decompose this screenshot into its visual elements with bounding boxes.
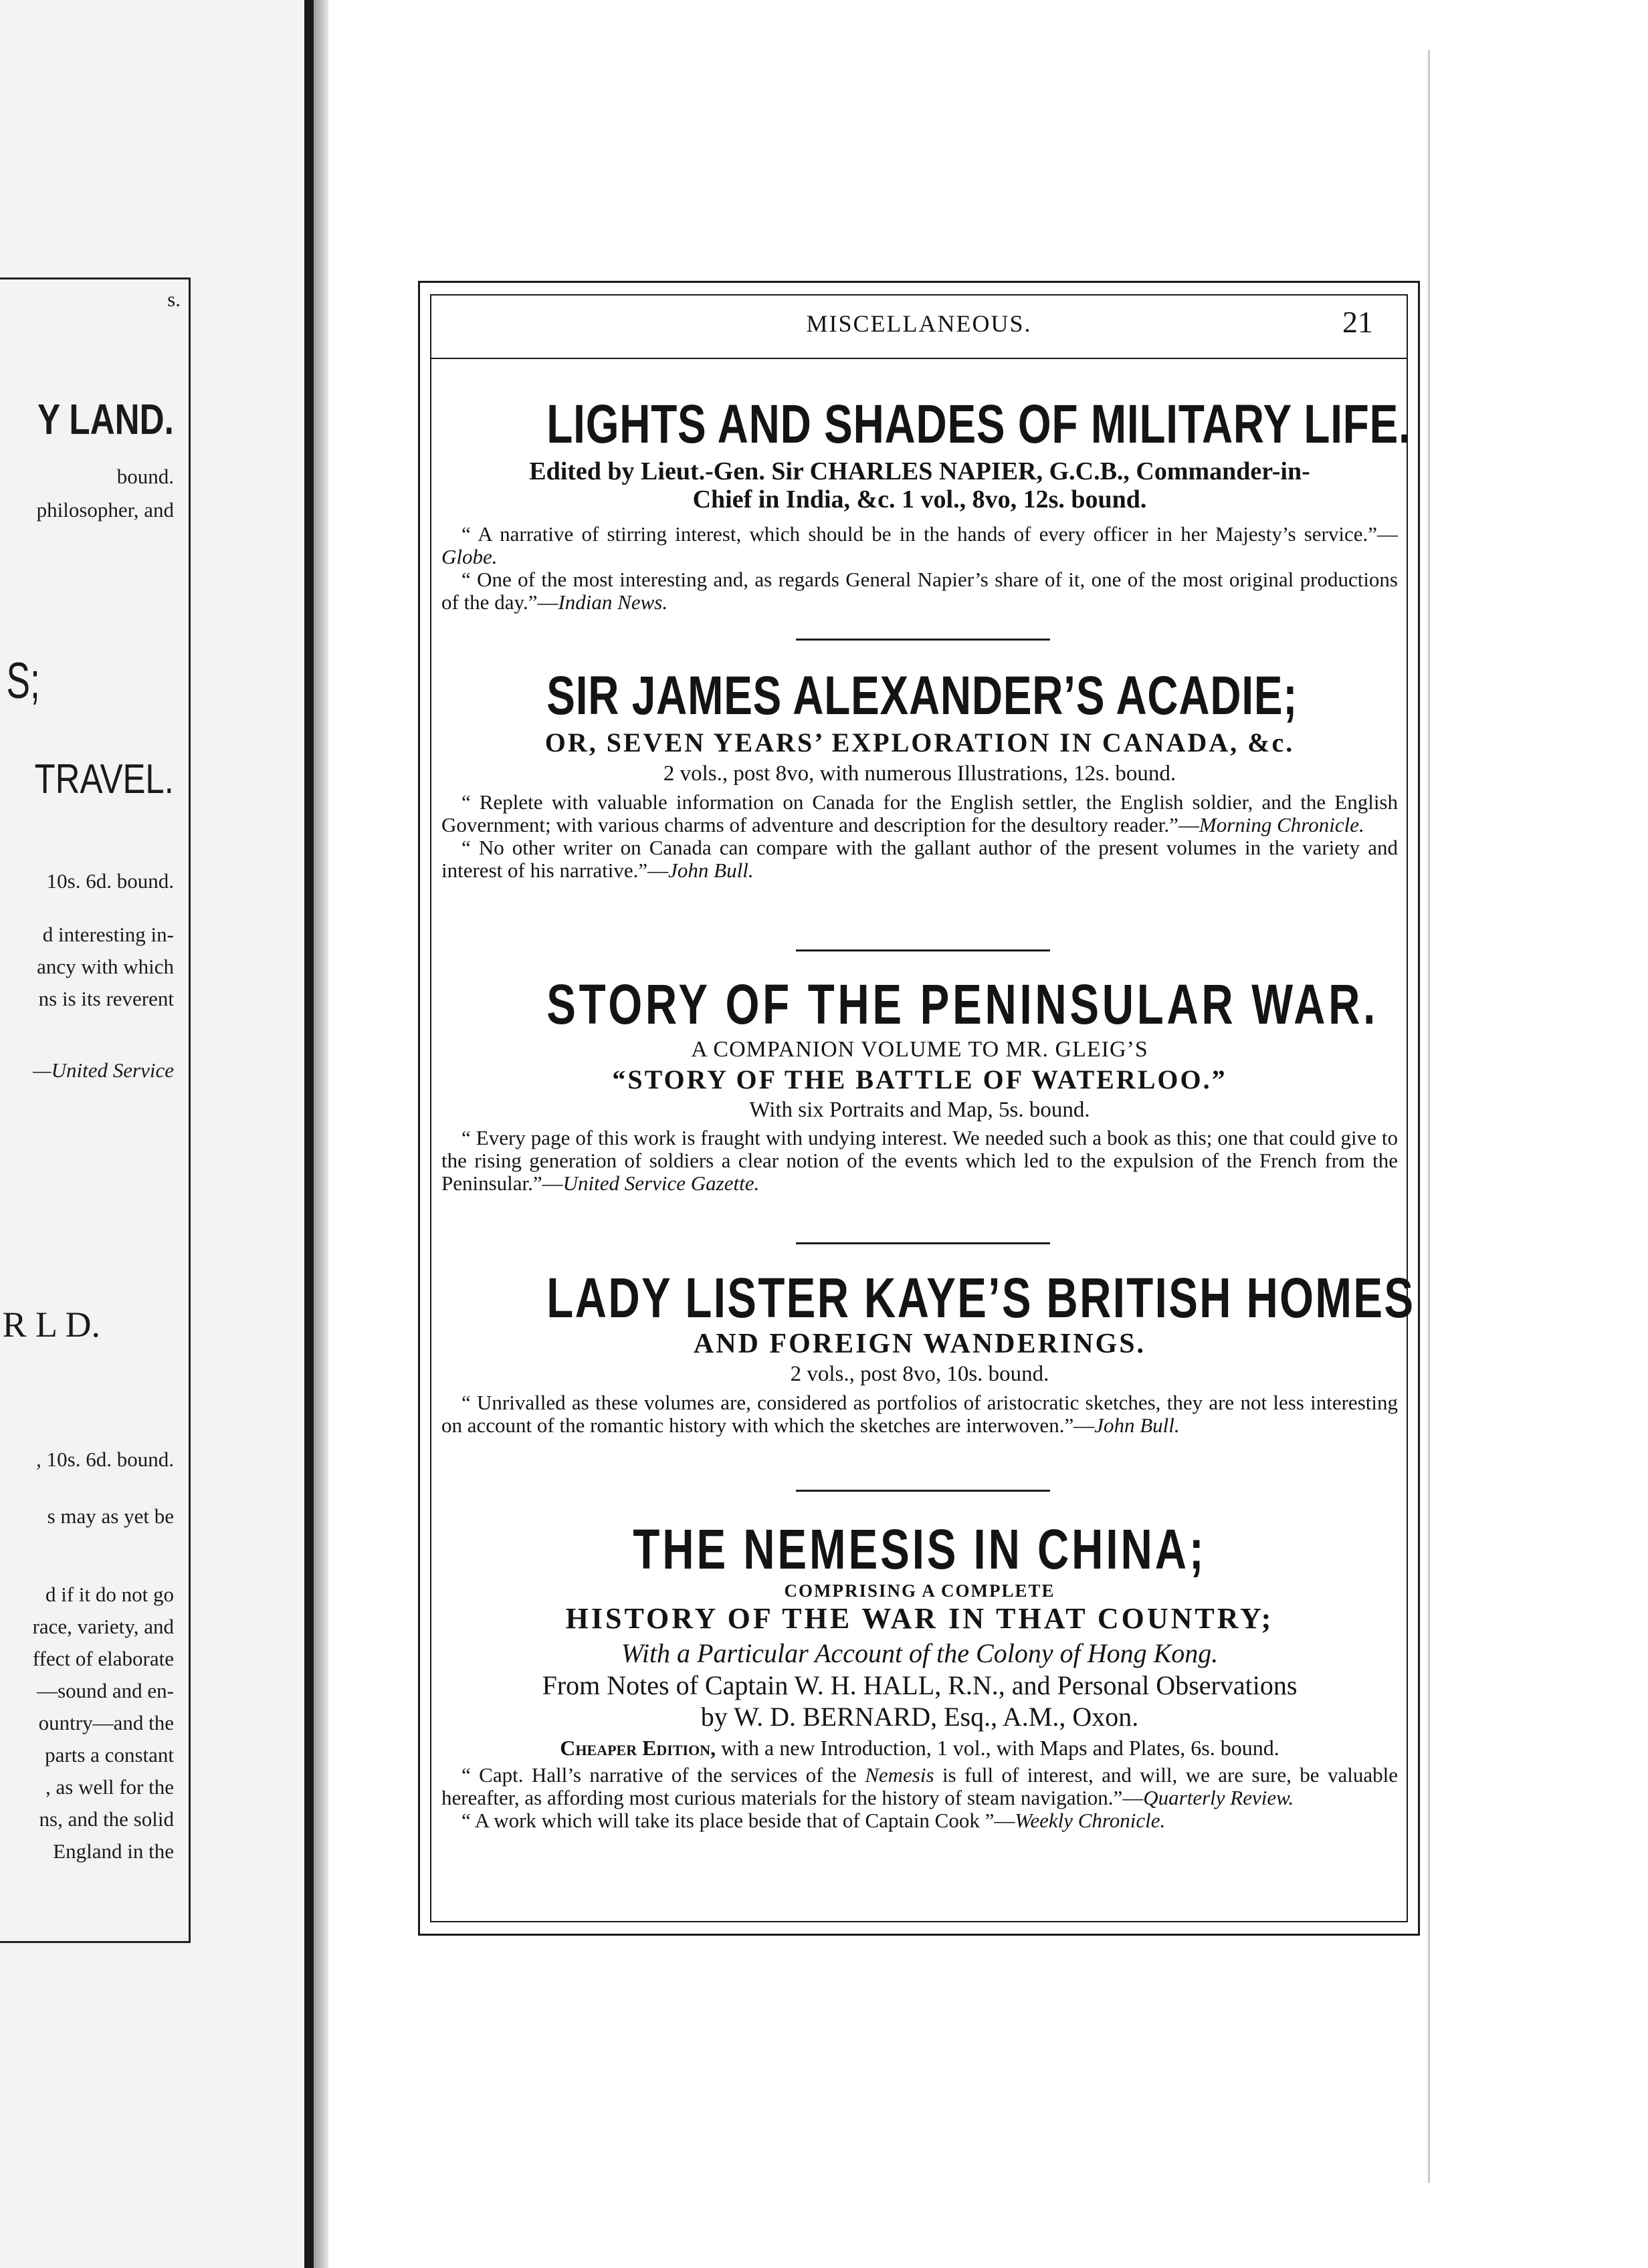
review-quote: “ Unrivalled as these volumes are, considered as portfolios of aristocratic sketches, they are not less interesting on account of the romantic history with which the sketches are interwoven.”—John Bull. [441,1391,1398,1437]
book-gutter-shadow [314,0,328,2268]
running-header [431,304,1407,358]
left-line: ns, and the solid [39,1807,174,1831]
left-line: S; [6,653,40,709]
review-source: United Service Gazette. [562,1171,760,1195]
ad-british-homes [441,1266,1415,1437]
ad-reviews [441,1391,1398,1437]
ad-edition: Cheaper Edition, with a new Introduction, 1 vol., with Maps and Plates, 6s. bound. [560,1736,1279,1760]
left-line: parts a constant [45,1743,174,1767]
ad-details: With six Portraits and Map, 5s. bound. [749,1098,1090,1122]
ship-name: Nemesis [865,1763,934,1787]
review-quote: “ Replete with valuable information on Canada for the English settler, the English soldier, and the English Government; with various charms of adventure and description for the desultory reader.”—Morning Chronicle. [441,790,1398,836]
left-line: , as well for the [45,1775,174,1799]
review-source: Quarterly Review. [1143,1786,1294,1809]
section-divider [796,1242,1050,1244]
ad-nemesis-in-china [441,1518,1398,1832]
left-line: ffect of elaborate [32,1647,174,1670]
ad-peninsular-war [441,973,1398,1195]
review-quote: “ Every page of this work is fraught with undying interest. We needed such a book as this; one that could give to the rising generation of soldiers a clear notion of the events which led to the expulsion of the French from the Peninsular.”—United Service Gazette. [441,1126,1398,1195]
header-rule [431,358,1408,359]
section-divider [796,949,1050,951]
review-quote: “ A narrative of stirring interest, which should be in the hands of every officer in her Majesty’s service.”—Globe. [441,522,1398,568]
ad-title: THE NEMESIS IN CHINA; [633,1518,1207,1581]
left-line: bound. [116,465,174,488]
review-source: Globe. [441,545,498,568]
left-line: Y LAND. [37,395,174,443]
page-number: 21 [1342,305,1373,339]
ad-authors: From Notes of Captain W. H. HALL, R.N., and Personal Observations [542,1670,1298,1700]
left-line: , 10s. 6d. bound. [36,1448,174,1471]
left-line: —sound and en- [37,1679,174,1702]
left-line: —United Service [33,1058,174,1082]
ad-reviews [441,791,1398,882]
ad-title: SIR JAMES ALEXANDER’S ACADIE; [546,665,1298,726]
ad-title: STORY OF THE PENINSULAR WAR. [546,973,1379,1036]
review-source: Weekly Chronicle. [1015,1809,1166,1832]
ad-details: 2 vols., post 8vo, 10s. bound. [790,1362,1049,1386]
ad-editor-line: Edited by Lieut.-Gen. Sir CHARLES NAPIER, G.C.B., Commander-in- [529,457,1310,485]
ad-subtitle: A COMPANION VOLUME TO MR. GLEIG’S [691,1037,1148,1062]
section-divider [796,639,1050,641]
ad-small-caps: COMPRISING A COMPLETE [784,1581,1055,1601]
ad-title: LADY LISTER KAYE’S BRITISH HOMES [546,1266,1415,1329]
left-line: TRAVEL. [34,756,174,802]
ad-military-life [441,394,1411,614]
section-title: MISCELLANEOUS. [806,310,1032,337]
left-line: ns is its reverent [38,987,174,1010]
ad-reviews [441,1764,1398,1832]
left-line: s may as yet be [47,1504,174,1528]
ad-title: LIGHTS AND SHADES OF MILITARY LIFE. [546,394,1411,455]
review-quote: “ Capt. Hall’s narrative of the services of the Nemesis is full of interest, and will, we are sure, be valuable hereafter, as affording most curious materials for the history of steam navigation.”—Quarterly Review. [441,1763,1398,1809]
page-edge-line [1428,50,1430,2183]
left-line: race, variety, and [32,1615,174,1638]
review-quote: “ No other writer on Canada can compare with the gallant author of the present volumes in the variety and interest of his narrative.”—John Bull. [441,836,1398,882]
left-line: philosopher, and [36,498,174,522]
ad-subtitle: OR, SEVEN YEARS’ EXPLORATION IN CANADA, &c. [544,727,1295,758]
book-gutter [304,0,314,2268]
ad-italic-line: With a Particular Account of the Colony of Hong Kong. [621,1638,1219,1668]
review-source: Indian News. [558,590,668,614]
edition-label: Cheaper Edition, [560,1736,716,1760]
left-line: 10s. 6d. bound. [46,869,174,893]
ad-details: 2 vols., post 8vo, with numerous Illustrations, 12s. bound. [663,762,1176,786]
review-quote: “ One of the most interesting and, as regards General Napier’s share of it, one of the most original productions of the day.”—Indian News. [441,568,1398,614]
ad-subtitle: “STORY OF THE BATTLE OF WATERLOO.” [612,1064,1227,1095]
ad-reviews [441,1127,1398,1195]
ad-authors: by W. D. BERNARD, Esq., A.M., Oxon. [700,1702,1139,1732]
ad-editor-line: Chief in India, &c. 1 vol., 8vo, 12s. bound. [692,485,1147,514]
left-line: ancy with which [37,955,174,978]
ad-reviews [441,523,1398,614]
review-source: John Bull. [1094,1413,1180,1437]
section-divider [796,1490,1050,1492]
ad-acadie [441,665,1398,882]
left-line: R L D. [2,1305,100,1345]
left-line: England in the [53,1839,174,1863]
review-source: Morning Chronicle. [1199,813,1364,836]
left-line: ountry—and the [38,1711,174,1734]
left-line: s. [167,288,181,311]
review-quote: “ A work which will take its place beside that of Captain Cook ”—Weekly Chronicle. [461,1809,1166,1832]
review-source: John Bull. [668,859,754,882]
left-line: d if it do not go [45,1583,174,1606]
ad-subtitle: AND FOREIGN WANDERINGS. [693,1329,1146,1359]
ad-subtitle: HISTORY OF THE WAR IN THAT COUNTRY; [565,1602,1274,1635]
left-page-fragment [0,0,308,2268]
left-line: d interesting in- [42,923,174,946]
